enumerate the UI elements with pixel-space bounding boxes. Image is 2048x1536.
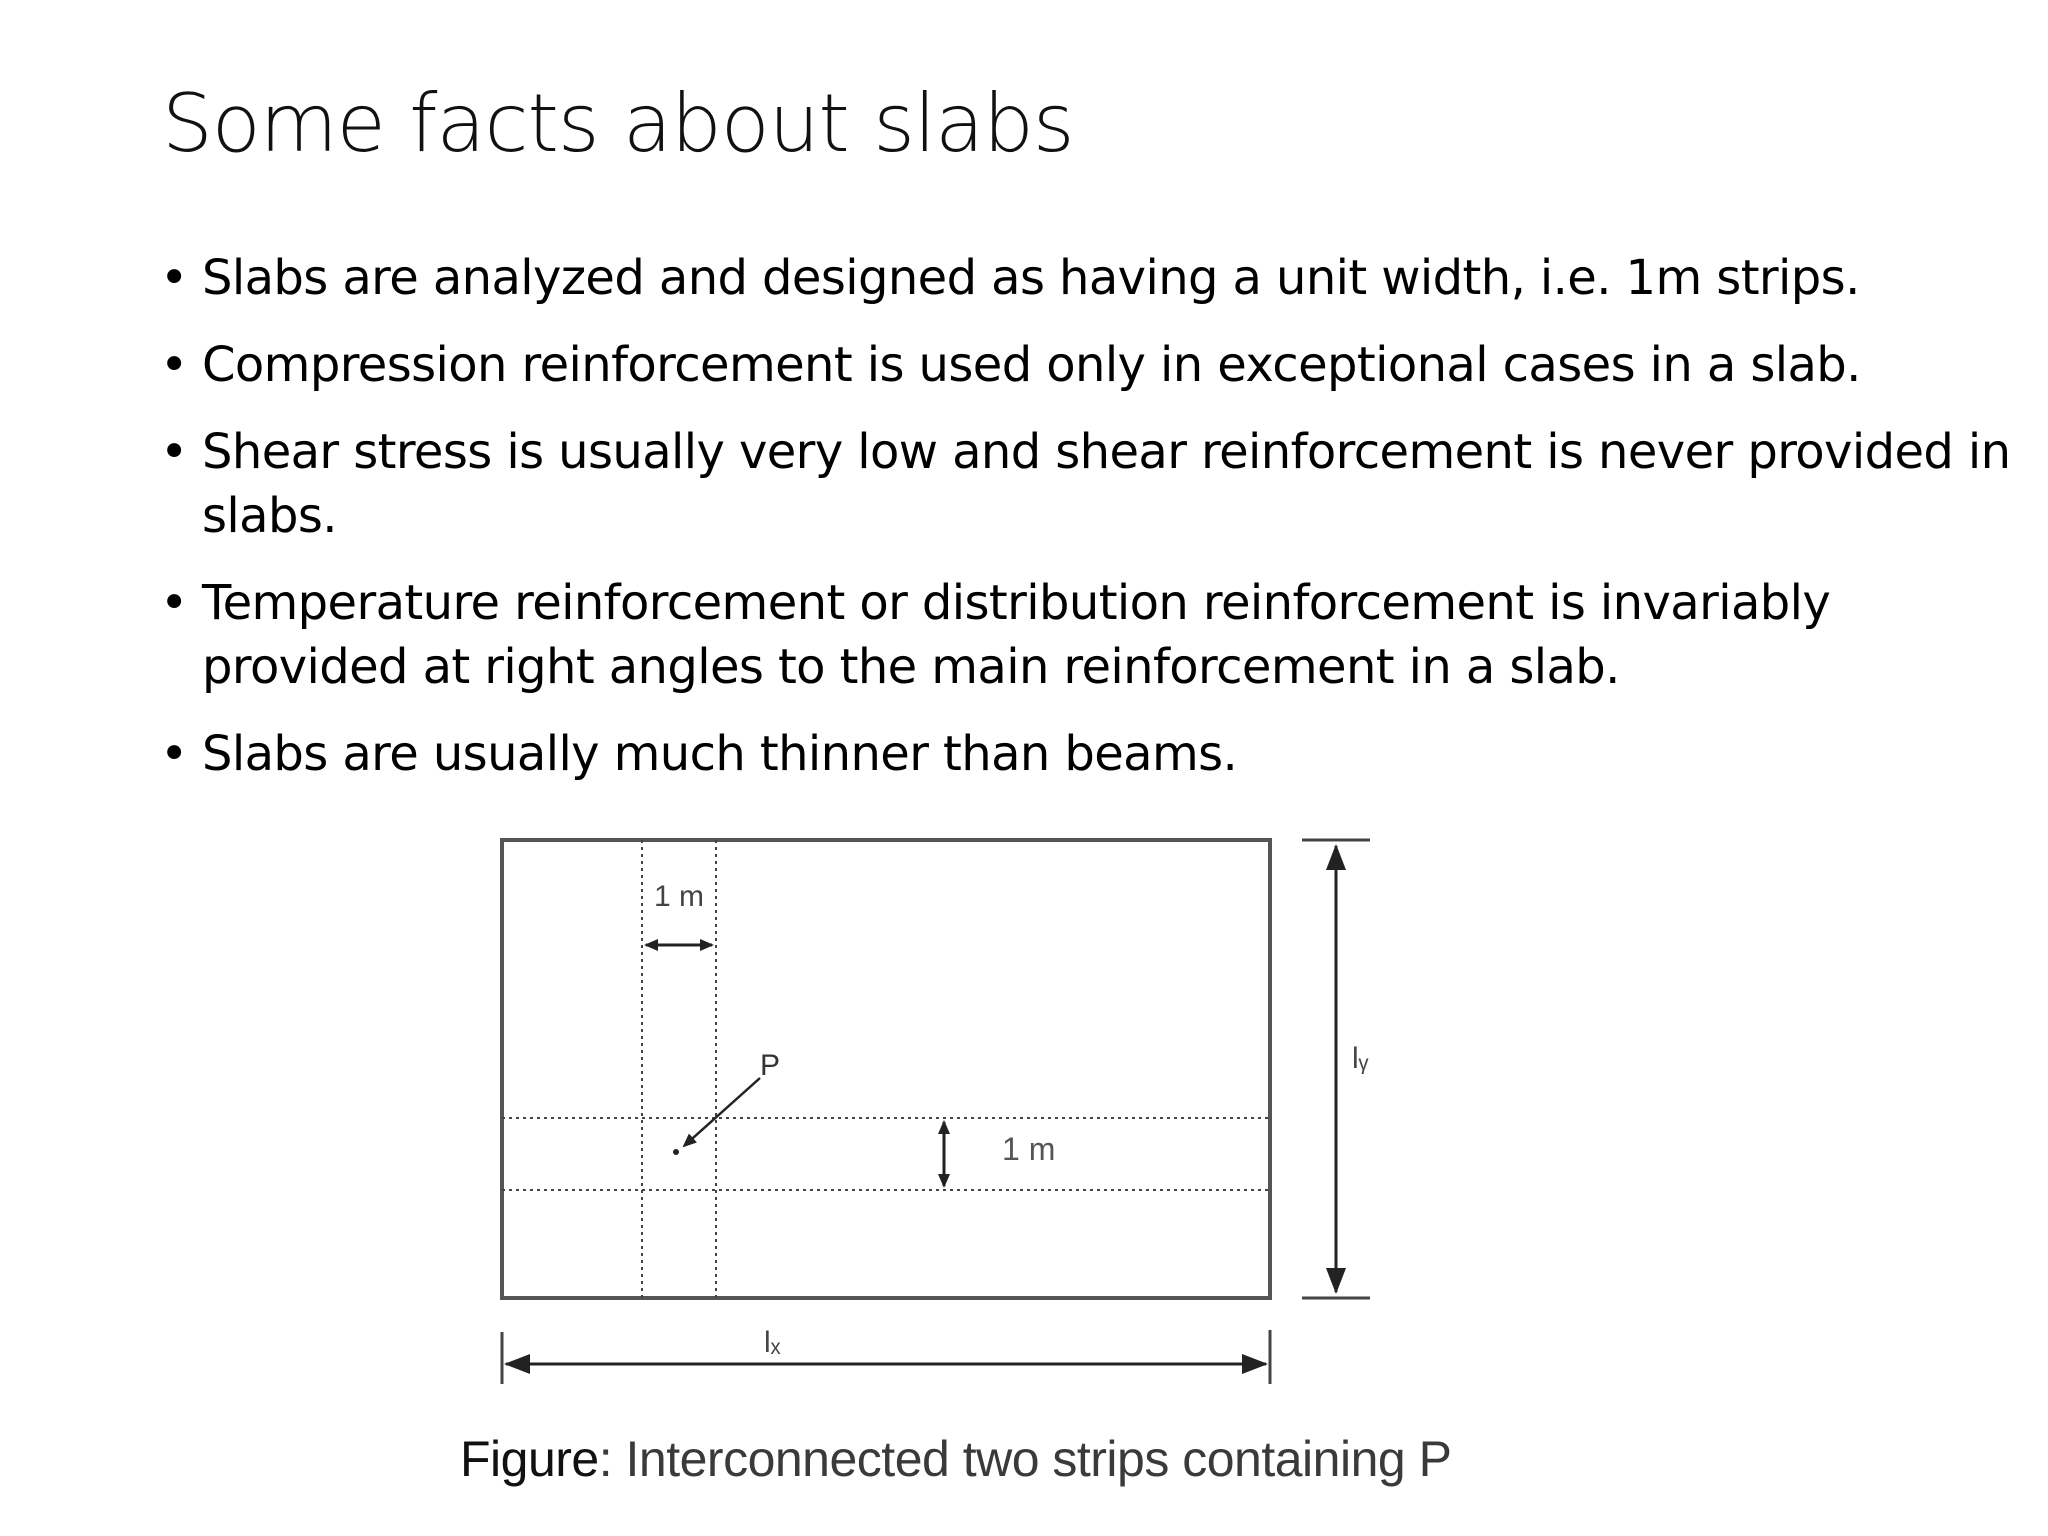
figure-caption-prefix: Figure [460, 1431, 599, 1487]
bullet-marker: • [160, 250, 188, 306]
bullet-marker: • [160, 575, 188, 631]
bullet-text: Slabs are usually much thinner than beams. [202, 726, 1238, 782]
bullet-item [160, 333, 2020, 397]
bullet-text: Slabs are analyzed and designed as having a unit width, i.e. 1m strips. [202, 250, 1860, 306]
bullet-marker: • [160, 424, 188, 480]
bullet-text: Compression reinforcement is used only in exceptional cases in a slab. [202, 337, 1861, 393]
vertical-strip-width-label: 1 m [653, 880, 705, 913]
bullet-item [160, 420, 2020, 548]
slide-title: Some facts about slabs [162, 77, 1074, 170]
bullet-item [160, 722, 2020, 786]
bullet-item [160, 571, 2020, 699]
bullet-item [160, 246, 2020, 310]
slab-outline [502, 840, 1270, 1298]
bullet-text: Shear stress is usually very low and shear reinforcement is never provided in slabs. [202, 424, 2011, 544]
slab-strip-diagram [440, 820, 1680, 1520]
lx-label: lₓ [764, 1326, 781, 1359]
bullet-list [160, 246, 2020, 809]
bullet-text: Temperature reinforcement or distribution reinforcement is invariably provided at right angles to the main reinforcement in a slab. [202, 575, 1831, 695]
figure-caption-text: : Interconnected two strips containing P [598, 1431, 1452, 1487]
point-p-dot [673, 1149, 679, 1155]
point-p-leader [684, 1078, 760, 1146]
bullet-marker: • [160, 726, 188, 782]
ly-label: lᵧ [1352, 1042, 1369, 1075]
horizontal-strip-width-label: 1 m [1002, 1131, 1056, 1167]
figure-caption [460, 1427, 1451, 1491]
point-p-label: P [760, 1049, 781, 1082]
bullet-marker: • [160, 337, 188, 393]
